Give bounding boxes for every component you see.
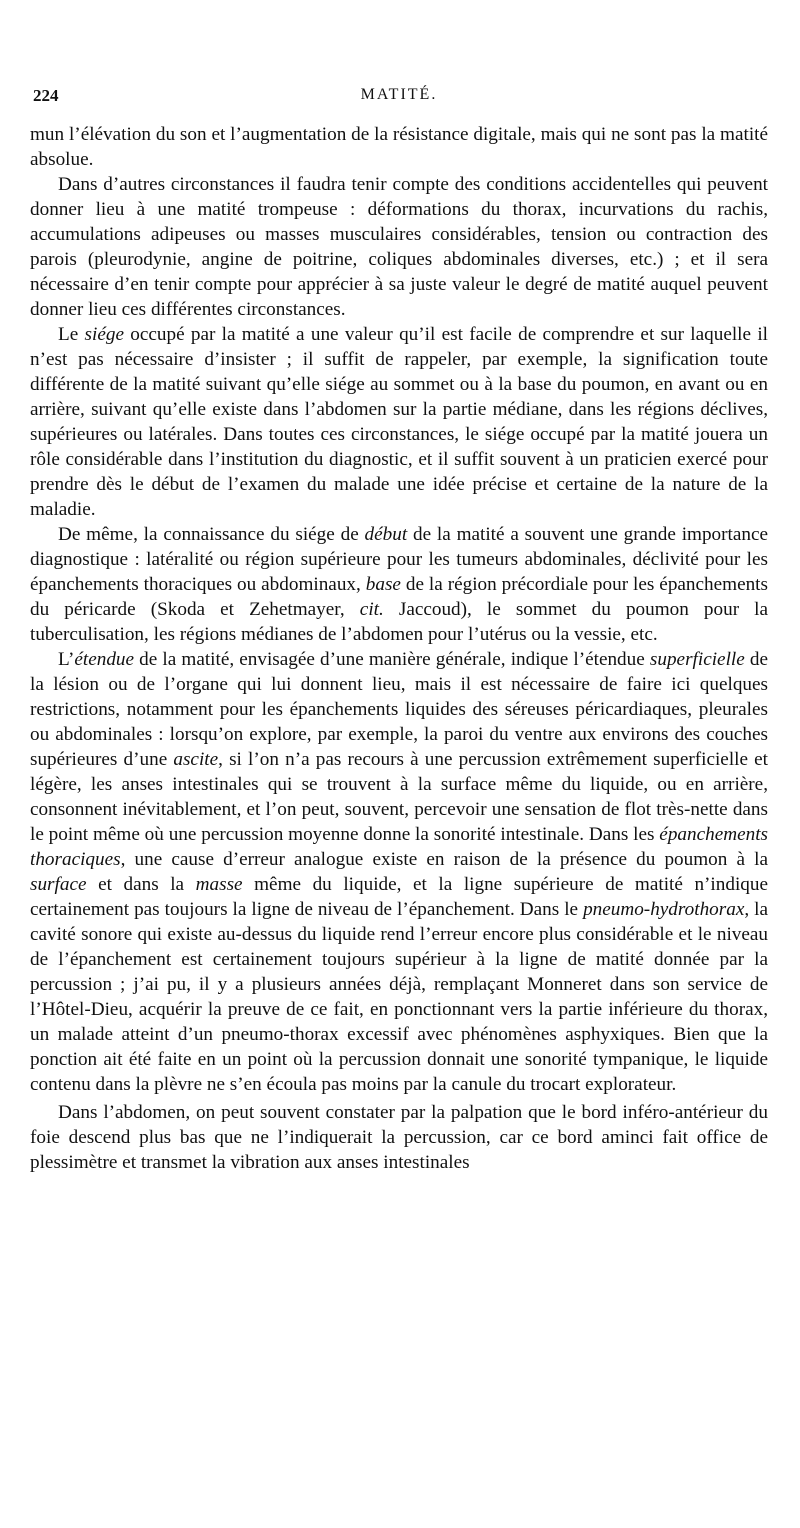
- paragraph: [30, 122, 768, 172]
- italic-text: siége: [84, 324, 124, 345]
- italic-text: base: [365, 574, 401, 595]
- italic-text: ascite: [173, 749, 219, 770]
- paragraph: [30, 647, 768, 1097]
- text-run: de la lésion ou de l’organe qui lui donnent lieu, mais il est nécessaire de faire ici quelques restrictions, notamment pour les épanchements liquides des séreuses péricardiaques, pleurales ou abdominales : lorsqu’on explore, par exemple, la paroi du ventre aux environs des couches supérieures d’une: [30, 649, 768, 770]
- text-run: , une cause d’erreur analogue existe en raison de la présence du poumon à la: [120, 849, 768, 870]
- text-run: Dans l’abdomen, on peut souvent constater par la palpation que le bord inféro-antérieur du foie descend plus bas que ne l’indiquerait la percussion, car ce bord aminci fait office de plessimètre et transmet la vibration aux anses intestinales: [30, 1102, 768, 1173]
- body-text: [30, 122, 768, 1175]
- text-run: mun l’élévation du son et l’augmentation de la résistance digitale, mais qui ne sont pas la matité absolue.: [30, 124, 768, 170]
- paragraph: [30, 1100, 768, 1175]
- italic-text: superficielle: [649, 649, 745, 670]
- text-run: Le: [58, 324, 85, 345]
- text-run: De même, la connaissance du siége de: [58, 524, 365, 545]
- italic-text: étendue: [74, 649, 135, 670]
- italic-text: pneumo-hydrothorax: [583, 899, 745, 920]
- text-run: de la matité, envisagée d’une manière générale, indique l’étendue: [134, 649, 650, 670]
- text-run: occupé par la matité a une valeur qu’il est facile de comprendre et sur laquelle il n’est pas nécessaire d’insister ; il suffit de rappeler, par exemple, la signification toute différente de la matité suivant qu’elle siége au sommet ou à la base du poumon, en avant ou en arrière, suivant qu’elle existe dans l’abdomen sur la partie médiane, dans les régions déclives, supérieures ou latérales. Dans toutes ces circonstances, le siége occupé par la matité jouera un rôle considérable dans l’institution du diagnostic, et il suffit souvent à un praticien exercé pour prendre dès le début de l’examen du malade une idée précise et certaine de la nature de la maladie.: [30, 324, 768, 520]
- running-title: MATITÉ.: [360, 86, 438, 103]
- text-run: même du liquide, et la ligne supérieure de matité n’indique certainement pas toujours la ligne de niveau de l’épanchement. Dans le: [30, 874, 768, 920]
- text-run: de la région précordiale pour les épanchements du péricarde (Skoda et Zehetmayer,: [30, 574, 768, 620]
- text-run: Jaccoud), le sommet du poumon pour la tuberculisation, les régions médianes de l’abdomen pour l’utérus ou la vessie, etc.: [30, 599, 769, 645]
- text-run: , si l’on n’a pas recours à une percussion extrêmement superficielle et légère, les anses intestinales qui se trouvent à la surface même du liquide, ou en arrière, consonnent inévitablement, et l’on peut, souvent, percevoir une sensation de flot très-nette dans le point même où une percussion moyenne donne la sonorité intestinale. Dans les: [30, 749, 768, 845]
- text-run: et dans la: [86, 874, 196, 895]
- text-run: L’: [58, 649, 75, 670]
- page-number: 224: [33, 86, 59, 105]
- paragraph: [30, 172, 768, 322]
- italic-text: masse: [195, 874, 243, 895]
- paragraph: [30, 322, 768, 522]
- text-run: Dans d’autres circonstances il faudra tenir compte des conditions accidentelles qui peuvent donner lieu à une matité trompeuse : déformations du thorax, incurvations du rachis, accumulations adipeuses ou masses musculaires considérables, tension ou contraction des parois (pleurodynie, angine de poitrine, coliques abdominales diverses, etc.) ; et il sera nécessaire d’en tenir compte pour apprécier à sa juste valeur le degré de matité auquel peuvent donner lieu ces différentes circonstances.: [30, 174, 768, 320]
- paragraph: [30, 522, 768, 647]
- italic-text: début: [364, 524, 408, 545]
- running-header: [30, 86, 768, 122]
- italic-text: cit.: [359, 599, 384, 620]
- italic-text: surface: [30, 874, 87, 895]
- italic-text: épanchements thoraciques: [30, 824, 768, 870]
- text-run: , la cavité sonore qui existe au-dessus du liquide rend l’erreur encore plus considérable et le niveau de l’épanchement est certainement toujours supérieur à la ligne de matité donnée par la percussion ; j’ai pu, il y a plusieurs années déjà, remplaçant Monneret dans son service de l’Hôtel-Dieu, acquérir la preuve de ce fait, en ponctionnant vers la partie inférieure du thorax, un malade atteint d’un pneumo-thorax excessif avec phénomènes asphyxiques. Bien que la ponction ait été faite en un point où la percussion donnait une sonorité tympanique, le liquide contenu dans la plèvre ne s’en écoula pas moins par la canule du trocart explorateur.: [30, 899, 768, 1095]
- text-run: de la matité a souvent une grande importance diagnostique : latéralité ou région supérieure pour les tumeurs abdominales, déclivité pour les épanchements thoraciques ou abdominaux,: [30, 524, 768, 595]
- book-page: [30, 86, 768, 1175]
